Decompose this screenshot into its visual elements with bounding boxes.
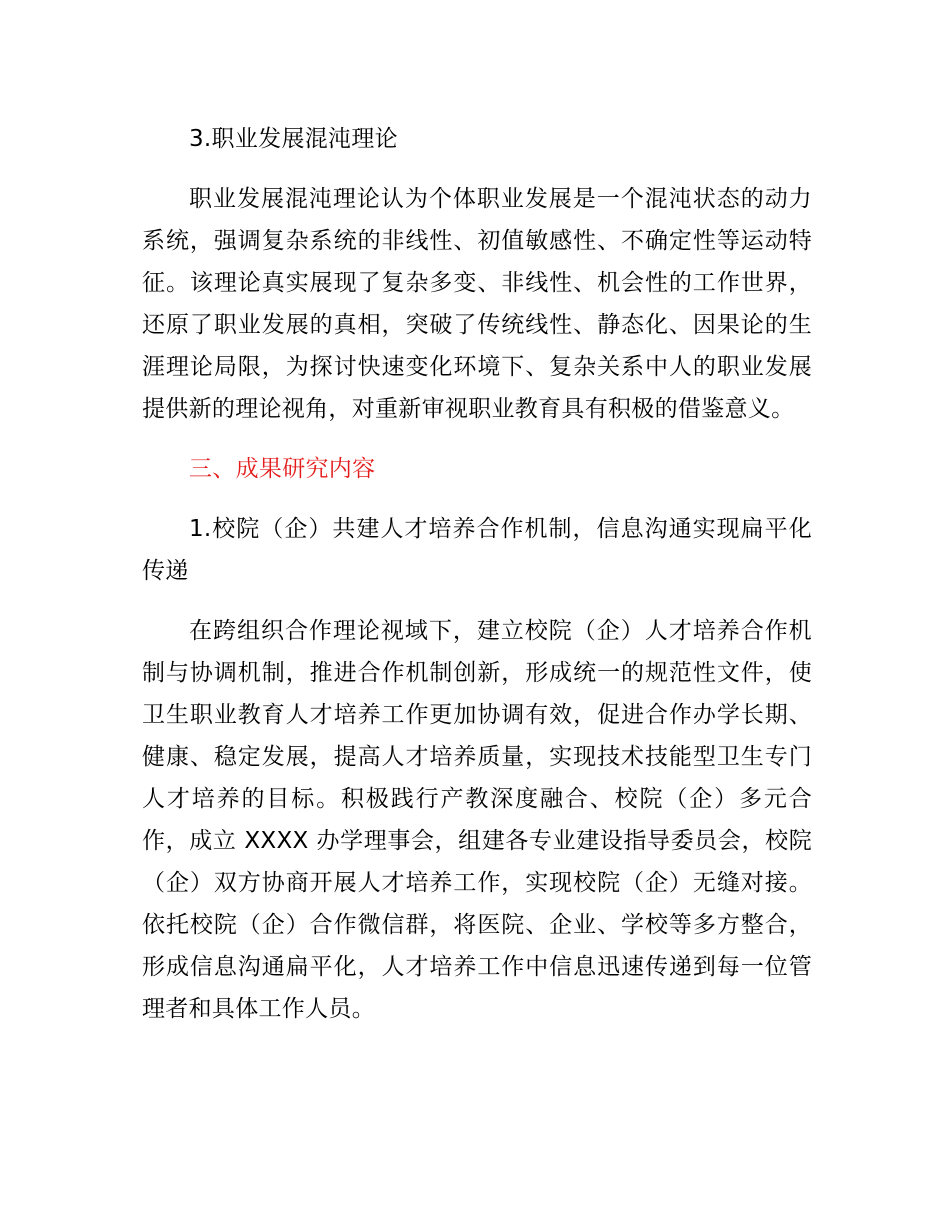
paragraph-cooperation-mechanism: 在跨组织合作理论视域下，建立校院（企）人才培养合作机制与协调机制，推进合作机制创新，形成统一的规范性文件，使卫生职业教育人才培养工作更加协调有效，促进合作办学长期、健康、稳定发展，提高人才培养质量，实现技术技能型卫生专门人才培养的目标。积极践行产教深度融合、校院（企）多元合作，成立 XXXX 办学理事会，组建各专业建设指导委员会，校院（企）双方协商开展人才培养工作，实现校院（企）无缝对接。依托校院（企）合作微信群，将医院、企业、学校等多方整合，形成信息沟通扁平化，人才培养工作中信息迅速传递到每一位管理者和具体工作人员。: [142, 618, 812, 1022]
document-body: [142, 118, 812, 1048]
paragraph-chaos-theory: 职业发展混沌理论认为个体职业发展是一个混沌状态的动力系统，强调复杂系统的非线性、初值敏感性、不确定性等运动特征。该理论真实展现了复杂多变、非线性、机会性的工作世界，还原了职业发展的真相，突破了传统线性、静态化、因果论的生涯理论局限，为探讨快速变化环境下、复杂关系中人的职业发展提供新的理论视角，对重新审视职业教育具有积极的借鉴意义。: [142, 186, 812, 422]
subheading-cooperation-mechanism: 1.校院（企）共建人才培养合作机制，信息沟通实现扁平化传递: [142, 516, 812, 584]
subheading-chaos-theory: 3.职业发展混沌理论: [189, 126, 398, 152]
section-heading-research-content: 三、成果研究内容: [189, 456, 376, 482]
